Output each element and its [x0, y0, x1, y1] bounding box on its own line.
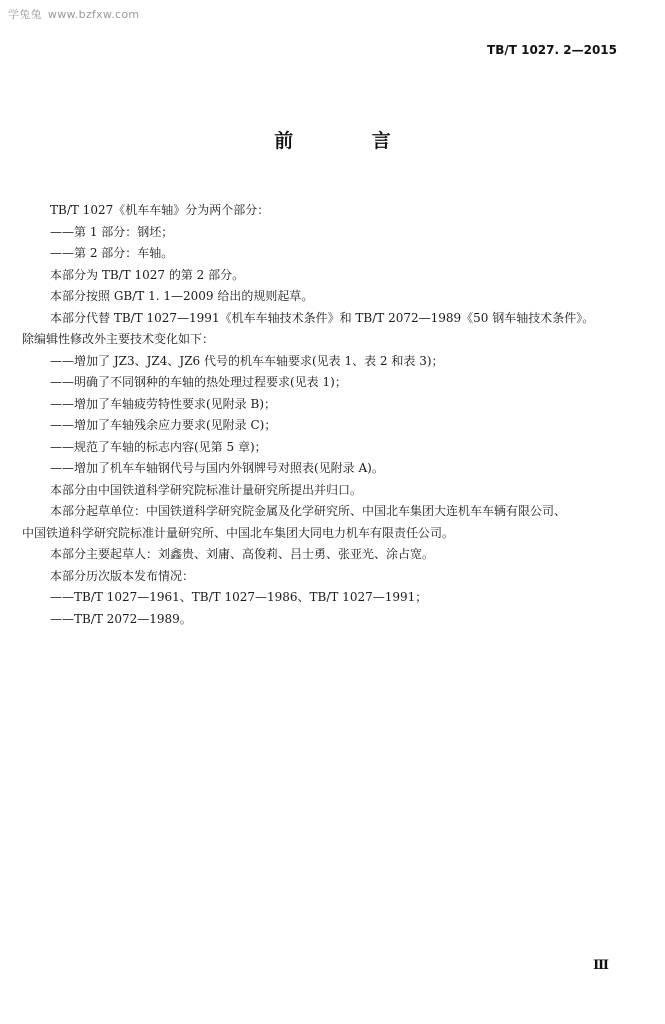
list-item: ——TB/T 2072—1989。 [50, 611, 192, 626]
paragraph-continuation: 中国铁道科学研究院标准计量研究所、中国北车集团大同电力机车有限责任公司。 [22, 525, 455, 540]
paragraph: 本部分主要起草人：刘鑫贵、刘庸、高俊莉、吕士勇、张亚光、涂占宽。 [50, 547, 435, 561]
foreword-body [22, 200, 642, 630]
page-title: 前 言 [274, 130, 427, 152]
page-number: Ⅲ [593, 958, 609, 973]
paragraph: 本部分历次版本发布情况： [50, 568, 195, 583]
paragraph-continuation: 除编辑性修改外主要技术变化如下： [22, 332, 215, 346]
list-item: ——增加了 JZ3、JZ4、JZ6 代号的机车车轴要求(见表 1、表 2 和表 3)； [50, 353, 444, 368]
watermark-url: www.bzfxw.com [47, 8, 140, 21]
list-item: ——第 1 部分：钢坯； [50, 224, 174, 239]
paragraph: 本部分代替 TB/T 1027—1991《机车车轴技术条件》和 TB/T 2072—1989《50 钢车轴技术条件》。 [50, 310, 595, 325]
paragraph: 本部分按照 GB/T 1. 1—2009 给出的规则起草。 [50, 289, 314, 303]
document-code: TB/T 1027. 2—2015 [487, 43, 617, 57]
list-item: ——规范了车轴的标志内容(见第 5 章)； [50, 439, 267, 454]
paragraph: TB/T 1027《机车车轴》分为两个部分： [50, 203, 270, 217]
paragraph: 本部分起草单位：中国铁道科学研究院金属及化学研究所、中国北车集团大连机车车辆有限公司、 [50, 504, 567, 518]
list-item: ——TB/T 1027—1961、TB/T 1027—1986、TB/T 1027—1991； [50, 590, 428, 604]
list-item: ——增加了车轴疲劳特性要求(见附录 B)； [50, 396, 276, 411]
list-item: ——增加了车轴残余应力要求(见附录 C)； [50, 418, 277, 432]
watermark-site-name: 学兔兔 [8, 8, 42, 21]
list-item: ——明确了不同钢种的车轴的热处理过程要求(见表 1)； [50, 375, 347, 389]
list-item: ——第 2 部分：车轴。 [50, 246, 174, 260]
watermark [8, 6, 139, 22]
paragraph: 本部分为 TB/T 1027 的第 2 部分。 [50, 267, 245, 282]
list-item: ——增加了机车车轴钢代号与国内外钢牌号对照表(见附录 A)。 [50, 461, 384, 475]
paragraph: 本部分由中国铁道科学研究院标准计量研究所提出并归口。 [50, 482, 363, 497]
